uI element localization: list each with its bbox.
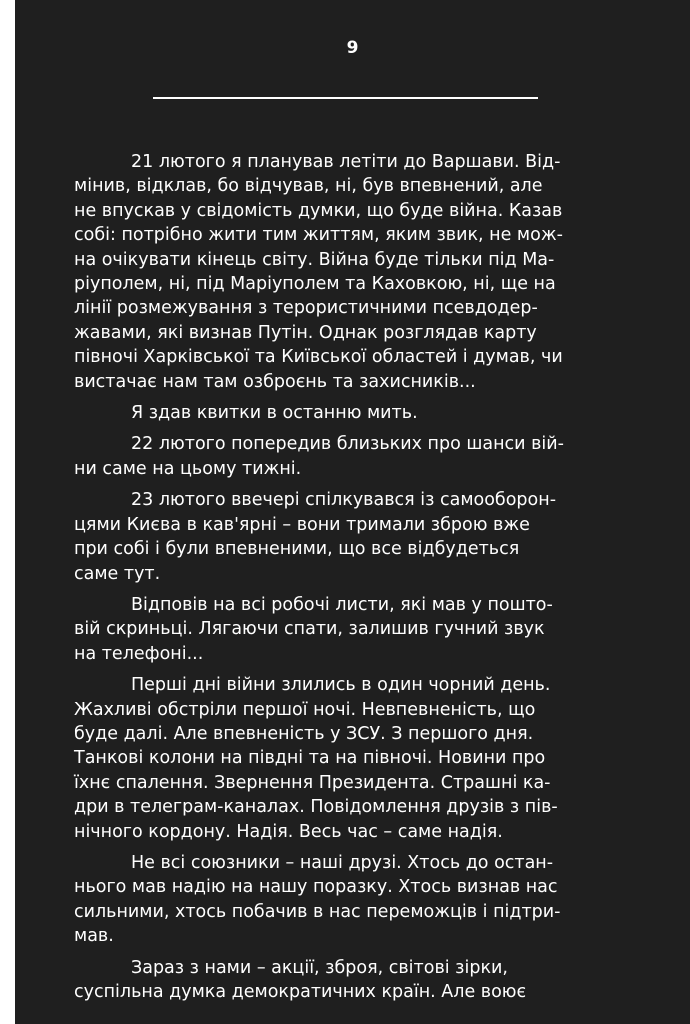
text-line: суспільна думка демократичних країн. Але воює — [74, 982, 527, 1002]
text-line: ріуполем, ні, під Маріуполем та Каховкою, ні, ще на — [74, 274, 556, 295]
text-line: дри в телеграм-каналах. Повідомлення друзів з пів- — [74, 797, 558, 818]
text-line: вій скриньці. Лягаючи спати, залишив гучний звук — [74, 619, 545, 640]
paragraph — [74, 956, 632, 1005]
text-line: Зараз з нами – акції, зброя, світові зірки, — [131, 957, 508, 978]
paragraph — [74, 150, 632, 394]
text-line: нічного кордону. Надія. Весь час – саме надія. — [74, 821, 503, 842]
paragraph — [74, 488, 632, 586]
text-line: саме тут. — [74, 563, 161, 584]
text-line: Перші дні війни злились в один чорний день. — [131, 675, 551, 696]
text-line: сильними, хтось побачив в нас переможців і підтри- — [74, 901, 561, 922]
text-line: цями Києва в кав'ярні – вони тримали зброю вже — [74, 514, 530, 535]
header-rule — [153, 97, 538, 99]
text-line: жавами, які визнав Путін. Однак розглядав карту — [74, 322, 537, 343]
text-line: не впускав у свідомість думки, що буде війна. Казав — [74, 200, 563, 221]
text-line: Відповів на всі робочі листи, які мав у пошто- — [131, 594, 553, 615]
paragraph — [74, 593, 632, 666]
paragraph — [74, 432, 632, 481]
text-line: Не всі союзники – наші друзі. Хтось до остан- — [131, 852, 554, 873]
text-line: їхнє спалення. Звернення Президента. Страшні ка- — [74, 772, 551, 793]
page-number: 9 — [346, 38, 359, 58]
text-line: вистачає нам там озброєнь та захисників... — [74, 371, 476, 392]
text-line: мав. — [74, 926, 114, 947]
text-line: собі: потрібно жити тим життям, яким звик, не мож- — [74, 225, 563, 246]
text-line: 21 лютого я планував летіти до Варшави. Від- — [131, 152, 561, 172]
text-line: півночі Харківської та Київської областей і думав, чи — [74, 347, 563, 368]
text-line: лінії розмежування з терористичними псевдодер- — [74, 298, 538, 319]
paragraph — [74, 851, 632, 949]
text-line: Я здав квитки в останню мить. — [131, 403, 418, 424]
text-line: нього мав надію на нашу поразку. Хтось визнав нас — [74, 877, 558, 898]
text-line: Жахливі обстріли першої ночі. Невпевненість, що — [74, 699, 536, 720]
text-line: 22 лютого попередив близьких про шанси вій- — [131, 434, 564, 455]
book-page — [15, 0, 690, 1024]
text-line: на телефоні... — [74, 643, 204, 664]
text-line: мінив, відклав, бо відчував, ні, був впевнений, але — [74, 176, 543, 197]
paragraph — [74, 401, 632, 425]
text-line: буде далі. Але впевненість у ЗСУ. З першого дня. — [74, 723, 534, 744]
body-text — [74, 150, 632, 1011]
text-line: Танкові колони на півдні та на півночі. Новини про — [74, 748, 546, 769]
text-line: при собі і були впевненими, що все відбудеться — [74, 539, 520, 560]
text-line: на очікувати кінець світу. Війна буде тільки під Ма- — [74, 249, 555, 270]
text-line: ни саме на цьому тижні. — [74, 458, 302, 479]
text-line: 23 лютого ввечері спілкувався із самооборон- — [131, 490, 557, 511]
paragraph — [74, 673, 632, 844]
